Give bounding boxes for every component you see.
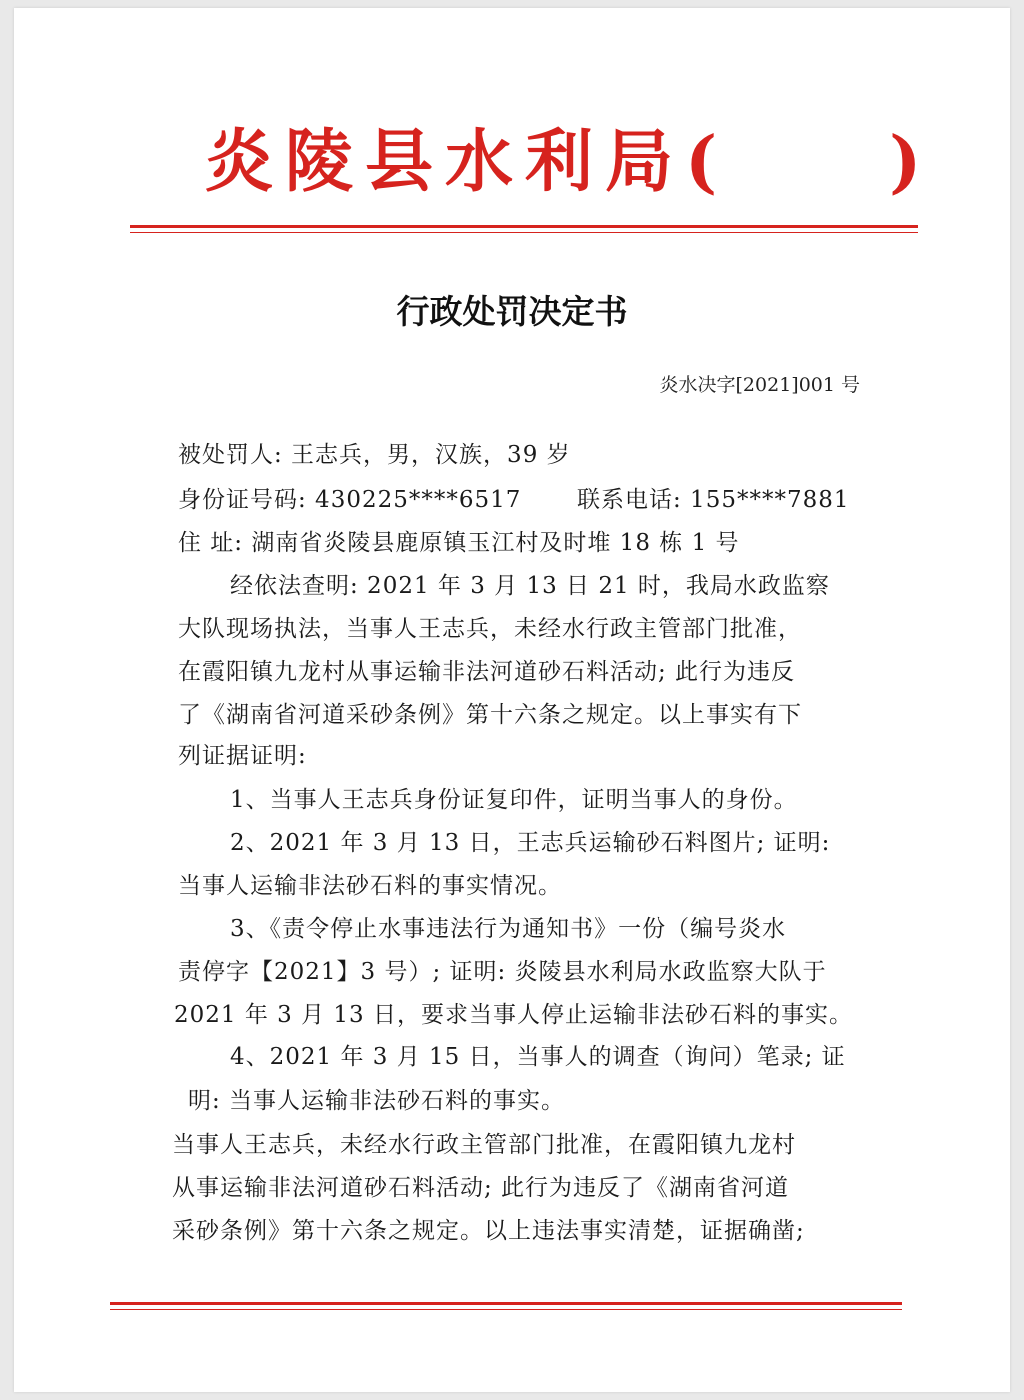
- evidence-item: 2、2021 年 3 月 13 日，王志兵运输砂石料图片; 证明:: [230, 830, 831, 856]
- document-title: 行政处罚决定书: [396, 292, 628, 331]
- paragraph-line: 采砂条例》第十六条之规定。以上违法事实清楚，证据确凿;: [172, 1218, 805, 1244]
- paragraph-line: 在霞阳镇九龙村从事运输非法河道砂石料活动; 此行为违反: [178, 659, 796, 685]
- document-number: 炎水决字[2021]001 号: [659, 374, 860, 396]
- paragraph-line: 当事人王志兵，未经水行政主管部门批准，在霞阳镇九龙村: [172, 1132, 796, 1158]
- evidence-item: 当事人运输非法砂石料的事实情况。: [178, 873, 562, 899]
- header-rule-thin: [130, 232, 918, 233]
- party-phone: 联系电话: 155****7881: [577, 487, 850, 513]
- party-info-line: 被处罚人: 王志兵，男，汉族，39 岁: [178, 442, 571, 468]
- paragraph-line: 经依法查明: 2021 年 3 月 13 日 21 时，我局水政监察: [230, 573, 830, 599]
- evidence-item: 责停字【2021】3 号）; 证明: 炎陵县水利局水政监察大队于: [178, 959, 827, 985]
- paragraph-line: 了《湖南省河道采砂条例》第十六条之规定。以上事实有下: [178, 702, 802, 728]
- evidence-item: 3、《责令停止水事违法行为通知书》一份（编号炎水: [230, 916, 787, 942]
- evidence-item: 明: 当事人运输非法砂石料的事实。: [188, 1088, 566, 1114]
- agency-header: 炎陵县水利局( ): [205, 122, 934, 202]
- paragraph-line: 列证据证明:: [178, 743, 307, 769]
- header-rule-thick: [130, 225, 918, 228]
- footer-rule-thick: [110, 1302, 902, 1305]
- evidence-item: 2021 年 3 月 13 日，要求当事人停止运输非法砂石料的事实。: [174, 1002, 853, 1028]
- evidence-item: 4、2021 年 3 月 15 日，当事人的调查（询问）笔录; 证: [230, 1044, 846, 1070]
- party-address: 住 址: 湖南省炎陵县鹿原镇玉江村及时堆 18 栋 1 号: [178, 530, 740, 556]
- paragraph-line: 大队现场执法，当事人王志兵，未经水行政主管部门批准，: [178, 616, 802, 642]
- paragraph-line: 从事运输非法河道砂石料活动; 此行为违反了《湖南省河道: [172, 1175, 790, 1201]
- party-id-number: 身份证号码: 430225****6517: [178, 487, 522, 513]
- footer-rule-thin: [110, 1309, 902, 1310]
- evidence-item: 1、当事人王志兵身份证复印件，证明当事人的身份。: [230, 787, 798, 813]
